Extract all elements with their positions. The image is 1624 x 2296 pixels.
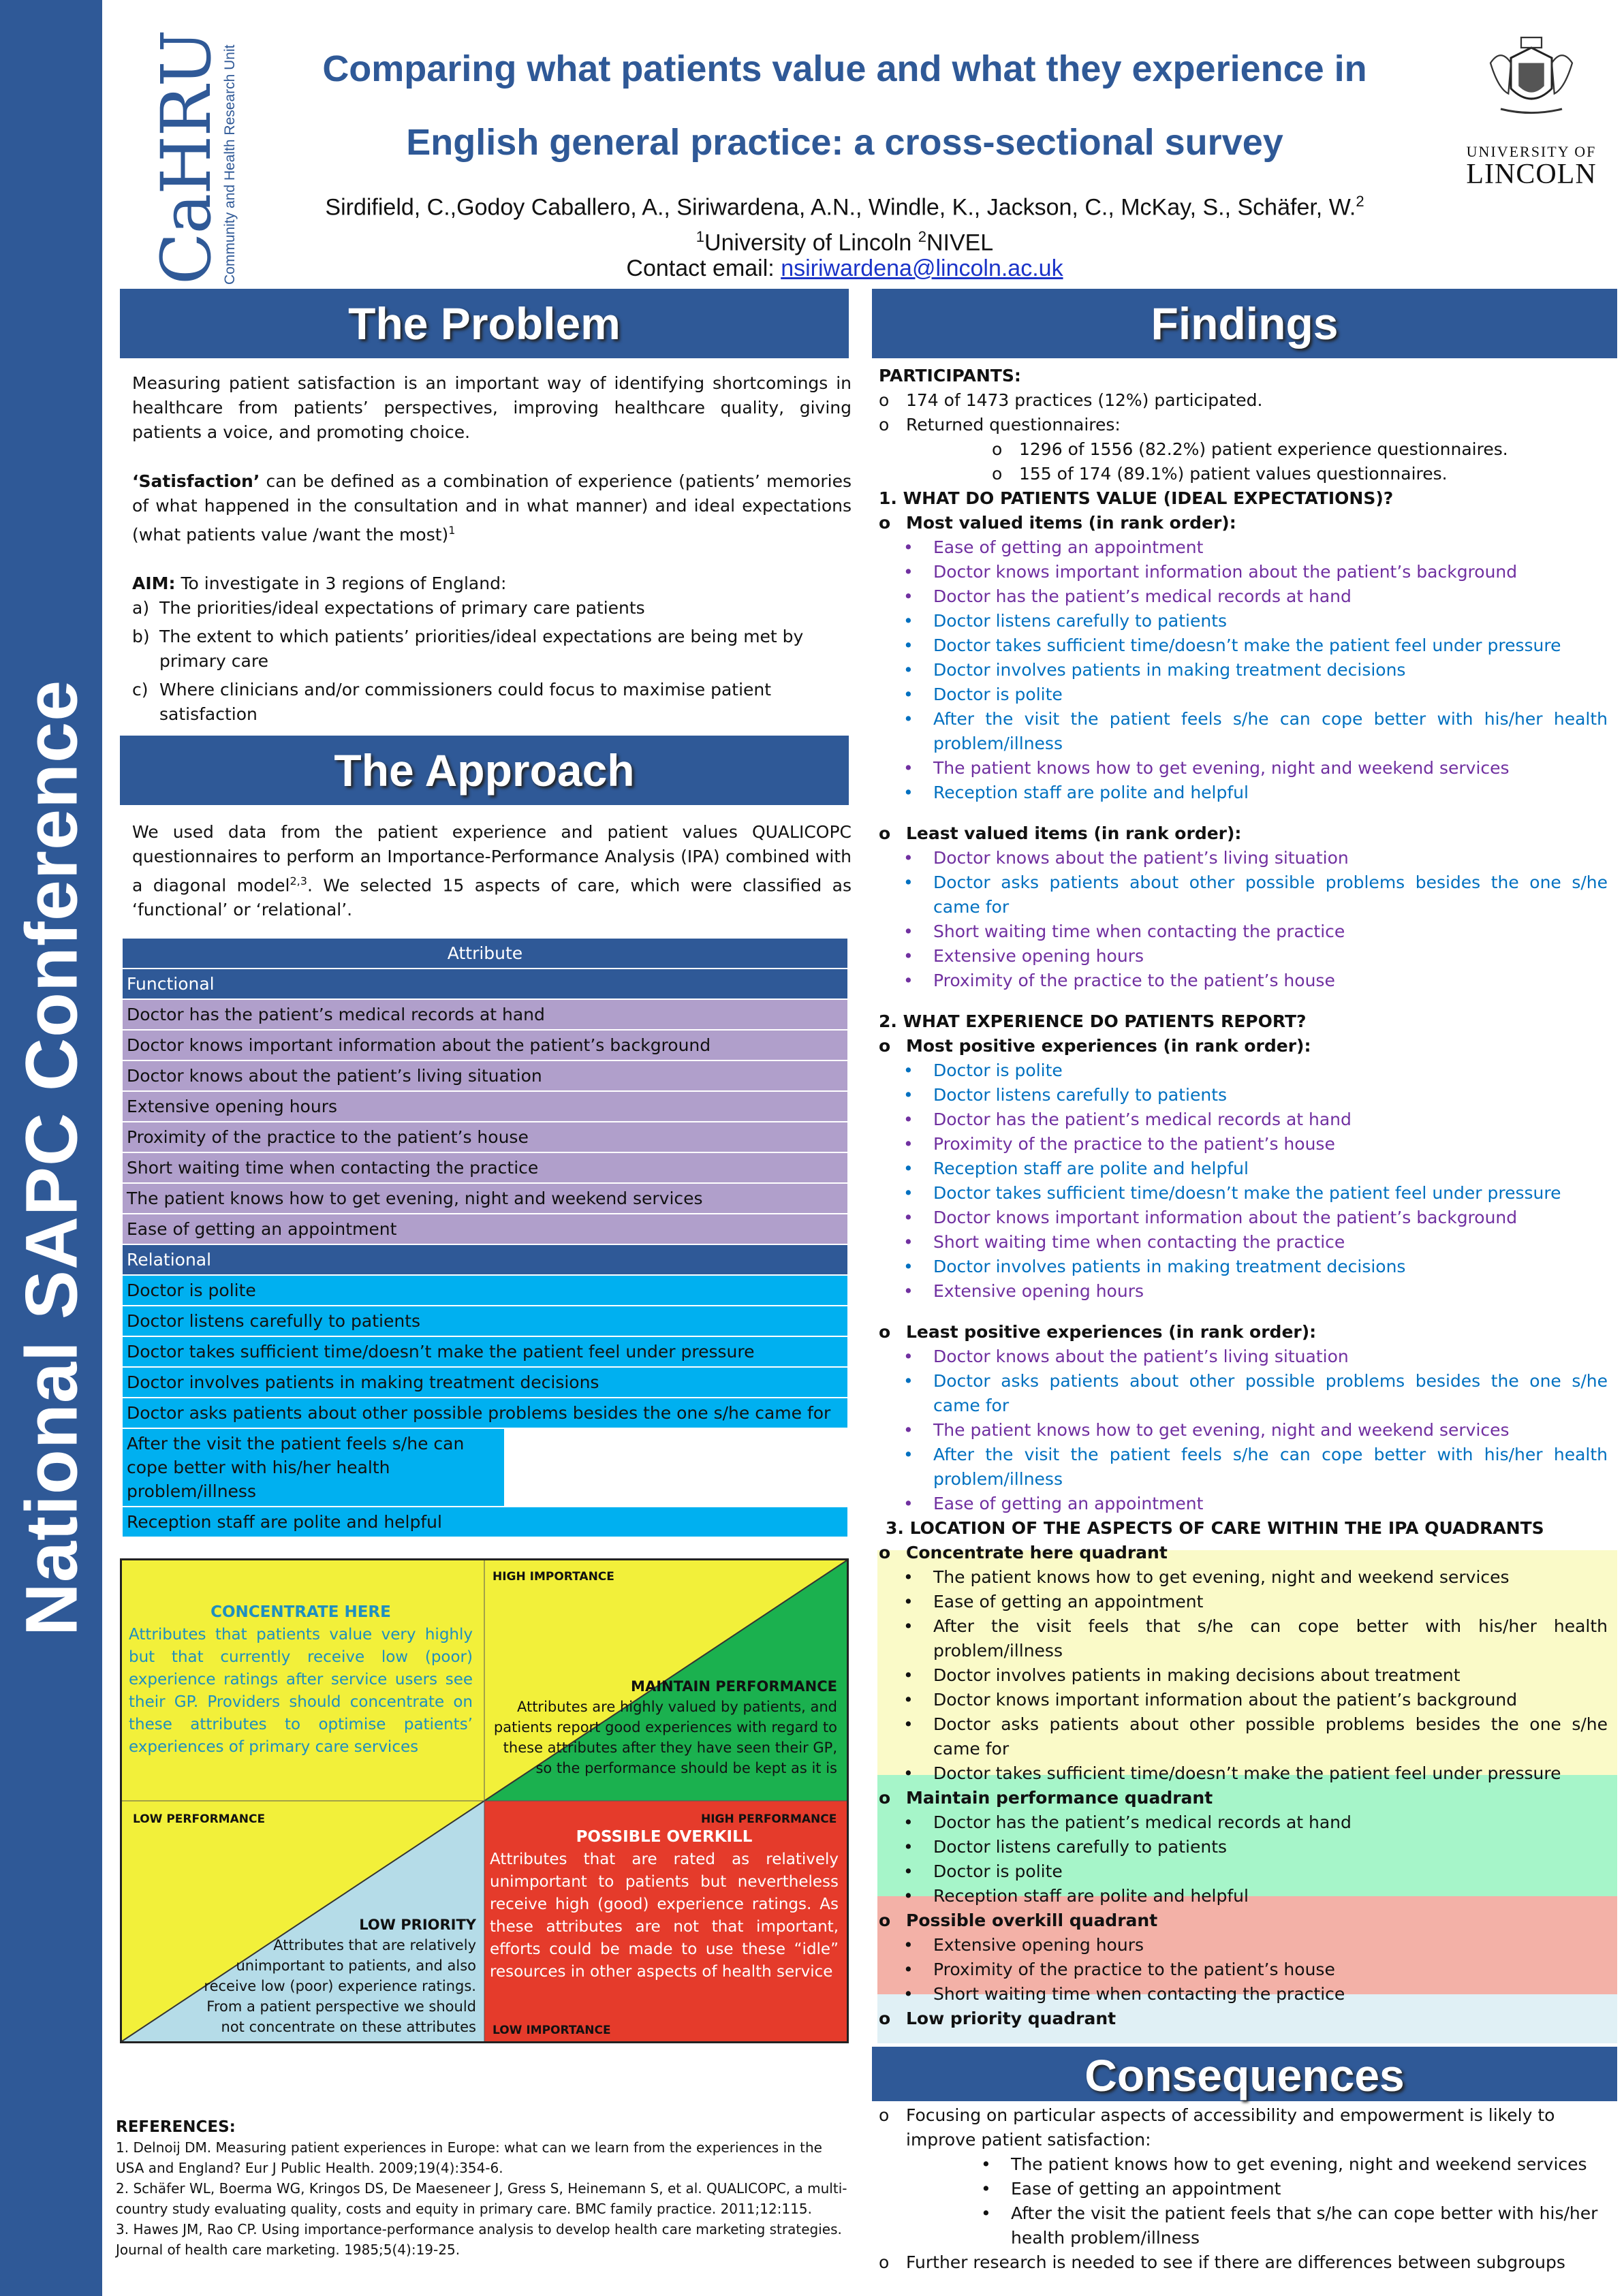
table-row: Proximity of the practice to the patient’s house (123, 1122, 847, 1153)
participants-item: o Returned questionnaires: (879, 413, 1608, 437)
reference-item: 3. Hawes JM, Rao CP. Using importance-performance analysis to develop health care marketing strategies. Journal of health care marketing. 1985;5(4):19-25. (116, 2221, 842, 2258)
bullet-icon: • (903, 971, 914, 990)
quadrant-item-text: Ease of getting an appointment (933, 1592, 1204, 1611)
aim-letter: a) (132, 598, 150, 618)
low-performance-label: LOW PERFORMANCE (133, 1812, 266, 1826)
satisfaction-sup: 1 (448, 524, 456, 537)
bullet-icon: • (903, 1060, 914, 1080)
quadrant-item-text: Proximity of the practice to the patient’s house (933, 1960, 1335, 1979)
list-item-text: Doctor knows important information about the patient’s background (933, 1208, 1518, 1227)
list-item-text: Extensive opening hours (933, 1281, 1144, 1301)
list-item-text: Doctor takes sufficient time/doesn’t make the patient feel under pressure (933, 1183, 1561, 1203)
quadrant-item-text: Doctor involves patients in making decisions about treatment (933, 1665, 1461, 1685)
authors-text: Sirdifield, C.,Godoy Caballero, A., Siriwardena, A.N., Windle, K., Jackson, C., McKay, S., Schäfer, W. (325, 194, 1356, 221)
concentrate-here-box (129, 1601, 473, 1759)
aim-text: To investigate in 3 regions of England: (175, 573, 507, 594)
bullet-icon: • (903, 1371, 914, 1391)
table-row: Doctor knows important information about the patient’s background (123, 1031, 847, 1061)
least-valued-list (879, 846, 1608, 993)
quadrant-item-text: Doctor takes sufficient time/doesn’t make the patient feel under pressure (933, 1763, 1561, 1783)
list-item (879, 658, 1608, 682)
list-item (879, 1107, 1608, 1132)
overkill-text: Attributes that are rated as relatively unimportant to patients but nevertheless receive high (good) experience ratings. As these attributes are not that important, efforts could be made to use these “idle” resources in other aspects of health service (490, 1851, 839, 1981)
bullet-icon: • (903, 758, 914, 778)
concentrate-title: CONCENTRATE HERE (210, 1603, 391, 1621)
table-row: Doctor listens carefully to patients (123, 1306, 847, 1337)
participants-item: o 174 of 1473 practices (12%) participated. (879, 388, 1608, 413)
references (116, 2117, 852, 2260)
quadrant-item-text: Doctor knows important information about the patient’s background (933, 1690, 1518, 1710)
bullet-icon: • (903, 1134, 914, 1154)
list-item-text: Doctor listens carefully to patients (933, 1085, 1228, 1105)
affil-sup-2: 2 (918, 228, 926, 245)
bullet-icon: • (903, 1812, 914, 1832)
list-item (879, 1369, 1608, 1418)
list-item (879, 756, 1608, 781)
list-item (879, 919, 1608, 944)
questionnaire-text: 1296 of 1556 (82.2%) patient experience questionnaires. (1019, 439, 1508, 459)
cahru-logo-subtitle: Community and Health Research Unit (222, 44, 238, 285)
maintain-performance-box (490, 1676, 837, 1778)
list-item-text: Doctor is polite (933, 685, 1063, 704)
participants-label: PARTICIPANTS: (879, 366, 1021, 386)
list-item (879, 846, 1608, 870)
bullet-icon: • (903, 635, 914, 655)
bullet-icon: • (903, 1665, 914, 1685)
approach-paragraph (132, 820, 852, 922)
title-line-2: English general practice: a cross-sectional survey (406, 122, 1283, 163)
most-valued-list (879, 535, 1608, 805)
quadrant-item (879, 1933, 1608, 1957)
bullet-icon: • (903, 1494, 914, 1513)
least-positive-list (879, 1344, 1608, 1516)
aim-line (132, 571, 852, 596)
list-item (879, 1443, 1608, 1492)
bullet-icon: • (903, 946, 914, 966)
bullet-icon: • (903, 1445, 914, 1464)
aim-letter: c) (132, 680, 149, 700)
bullet-icon: • (903, 685, 914, 704)
maintain-text: Attributes are highly valued by patients, and patients report good experiences with regard to these attributes after they have seen their GP, so the performance should be kept as it is (493, 1699, 837, 1776)
approach-text-rest: . We selected 15 aspects of care, which were classified as ‘functional’ or ‘relational’. (132, 875, 852, 920)
bullet-icon: • (903, 1159, 914, 1178)
consequence-bullet-text: The patient knows how to get evening, night and weekend services (1011, 2154, 1587, 2174)
list-item (879, 535, 1608, 560)
aim-item (132, 596, 852, 620)
aim-item-text: The extent to which patients’ priorities/ideal expectations are being met by primary care (159, 627, 804, 672)
ipa-quadrant-diagram (120, 1558, 849, 2043)
functional-label: Functional (123, 969, 847, 1000)
consequence-item: o Focusing on particular aspects of accessibility and empowerment is likely to improve patient satisfaction: (879, 2103, 1608, 2152)
low-importance-label: LOW IMPORTANCE (493, 2024, 611, 2037)
bullet-icon: • (903, 1714, 914, 1734)
bullet-icon: • (903, 1085, 914, 1105)
list-item-text: The patient knows how to get evening, night and weekend services (933, 758, 1510, 778)
bullet-icon: • (903, 1110, 914, 1129)
problem-heading: The Problem (120, 289, 849, 358)
aim-item (132, 625, 852, 674)
consequences-heading: Consequences (872, 2047, 1617, 2101)
bullet-icon: • (903, 1763, 914, 1783)
contact (245, 255, 1444, 282)
bullet-icon: • (903, 1208, 914, 1227)
least-valued-label-text: Least valued items (in rank order): (906, 823, 1242, 843)
quadrant-item-text: Doctor is polite (933, 1861, 1063, 1881)
section-1-heading: 1. WHAT DO PATIENTS VALUE (IDEAL EXPECTATIONS)? (879, 488, 1394, 508)
consequence-item: o Further research is needed to see if there are differences between subgroups (879, 2250, 1608, 2275)
table-row: Doctor takes sufficient time/doesn’t make the patient feel under pressure (123, 1337, 847, 1368)
quadrant-item-text: Doctor has the patient’s medical records at hand (933, 1812, 1352, 1832)
bullet-icon: • (903, 872, 914, 892)
most-positive-label-text: Most positive experiences (in rank order): (906, 1036, 1311, 1056)
possible-overkill-box (490, 1826, 839, 1983)
high-performance-label: HIGH PERFORMANCE (701, 1812, 837, 1826)
most-positive-list (879, 1058, 1608, 1304)
bullet-icon: • (903, 611, 914, 631)
list-item (879, 1083, 1608, 1107)
list-item (879, 682, 1608, 707)
list-item-text: Short waiting time when contacting the practice (933, 922, 1345, 941)
list-item (879, 584, 1608, 609)
quadrant-label-text: Concentrate here quadrant (906, 1543, 1168, 1562)
problem-section (132, 371, 852, 727)
list-item (879, 707, 1608, 756)
university-crest-icon (1450, 27, 1613, 150)
list-item-text: Doctor asks patients about other possible problems besides the one s/he came for (933, 872, 1608, 917)
low-priority-title: LOW PRIORITY (359, 1917, 476, 1933)
quadrant-item-text: Reception staff are polite and helpful (933, 1886, 1249, 1906)
bullet-icon: • (903, 1420, 914, 1440)
conference-strip (0, 0, 102, 2296)
list-item-text: Doctor asks patients about other possible problems besides the one s/he came for (933, 1371, 1608, 1415)
satisfaction-definition: can be defined as a combination of experience (patients’ memories of what happened in the consultation and in what manner) and ideal expectations (what patients value /want the most) (132, 471, 852, 545)
bullet-icon: • (903, 783, 914, 802)
questionnaire-item: o 155 of 174 (89.1%) patient values questionnaires. (879, 462, 1608, 486)
conference-name: National SAPC Conference (10, 679, 93, 1637)
bullet-icon: • (903, 848, 914, 868)
bullet-icon: • (903, 1232, 914, 1252)
approach-heading: The Approach (120, 736, 849, 805)
affil-1: University of Lincoln (704, 230, 918, 256)
aim-item (132, 678, 852, 727)
quadrant-label: o Concentrate here quadrant (879, 1541, 1608, 1565)
list-item-text: Doctor has the patient’s medical records at hand (933, 1110, 1352, 1129)
table-row: Doctor knows about the patient’s living situation (123, 1061, 847, 1092)
overkill-title: POSSIBLE OVERKILL (576, 1828, 753, 1846)
authors (245, 193, 1444, 221)
quadrant-item (879, 1663, 1608, 1688)
low-priority-box (204, 1915, 476, 2037)
contact-label: Contact email: (626, 255, 781, 281)
list-item-text: Doctor knows about the patient’s living situation (933, 1347, 1349, 1366)
aim-letter: b) (132, 627, 150, 647)
table-row: Doctor asks patients about other possible problems besides the one s/he came for (123, 1398, 847, 1429)
problem-paragraph-1: Measuring patient satisfaction is an important way of identifying shortcomings in healthcare from patients’ perspectives, improving healthcare quality, giving patients a voice, and promoting choice. (132, 373, 852, 442)
consequence-bullet-text: After the visit the patient feels that s/he can cope better with his/her health problem/illness (1011, 2203, 1598, 2248)
list-item (879, 944, 1608, 969)
quadrant-item (879, 1688, 1608, 1712)
quadrant-label: o Low priority quadrant (879, 2007, 1608, 2031)
high-importance-label: HIGH IMPORTANCE (493, 1570, 614, 1584)
cahru-logo (146, 15, 253, 285)
satisfaction-term: ‘Satisfaction’ (132, 471, 260, 491)
section-3-heading: 3. LOCATION OF THE ASPECTS OF CARE WITHIN THE IPA QUADRANTS (886, 1518, 1544, 1538)
list-item (879, 1181, 1608, 1206)
quadrant-item (879, 1565, 1608, 1590)
quadrant-item (879, 1614, 1608, 1663)
quadrant-item-text: Doctor asks patients about other possible problems besides the one s/he came for (933, 1714, 1608, 1759)
quadrant-item-text: Extensive opening hours (933, 1935, 1144, 1955)
aim-item-text: The priorities/ideal expectations of primary care patients (159, 598, 645, 618)
affil-2: NIVEL (926, 230, 994, 256)
table-row: Doctor is polite (123, 1276, 847, 1306)
bullet-icon: • (903, 1935, 914, 1955)
list-item (879, 1344, 1608, 1369)
list-item-text: Proximity of the practice to the patient’s house (933, 971, 1335, 990)
list-item-text: Doctor involves patients in making treatment decisions (933, 1257, 1406, 1276)
consequence-text: Focusing on particular aspects of accessibility and empowerment is likely to improve patient satisfaction: (906, 2105, 1555, 2150)
list-item-text: After the visit the patient feels s/he can cope better with his/her health problem/illness (933, 709, 1608, 753)
list-item-text: Ease of getting an appointment (933, 1494, 1204, 1513)
list-item (879, 1230, 1608, 1255)
maintain-title: MAINTAIN PERFORMANCE (631, 1678, 837, 1695)
list-item (879, 633, 1608, 658)
bullet-icon: • (903, 1616, 914, 1636)
bullet-icon: • (903, 1257, 914, 1276)
quadrant-item (879, 1859, 1608, 1884)
list-item-text: Short waiting time when contacting the practice (933, 1232, 1345, 1252)
concentrate-text: Attributes that patients value very highly but that currently receive low (poor) experience ratings after service users see their GP. Providers should concentrate on these attributes to optimise patients’ experiences of primary care services (129, 1626, 473, 1756)
consequence-bullet: • After the visit the patient feels that s/he can cope better with his/her health problem/illness (879, 2201, 1608, 2250)
aim-item-text: Where clinicians and/or commissioners could focus to maximise patient satisfaction (159, 680, 772, 725)
list-item-text: Doctor is polite (933, 1060, 1063, 1080)
low-priority-text: Attributes that are relatively unimportant to patients, and also receive low (poor) experience ratings. From a patient perspective we should not concentrate on these attributes (204, 1937, 476, 2035)
university-name-line1: UNIVERSITY OF (1466, 143, 1597, 160)
list-item-text: Extensive opening hours (933, 946, 1144, 966)
quadrant-item (879, 1835, 1608, 1859)
practices-text: 174 of 1473 practices (12%) participated. (906, 390, 1263, 410)
bullet-icon: • (903, 1592, 914, 1611)
bullet-icon: • (903, 1183, 914, 1203)
table-row: Short waiting time when contacting the practice (123, 1153, 847, 1184)
questionnaire-item: o 1296 of 1556 (82.2%) patient experience questionnaires. (879, 437, 1608, 462)
bullet-icon: • (903, 1984, 914, 2004)
list-item (879, 1492, 1608, 1516)
list-item-text: Doctor involves patients in making treatment decisions (933, 660, 1406, 680)
consequence-bullet: • The patient knows how to get evening, night and weekend services (879, 2152, 1608, 2177)
problem-paragraph-2 (132, 469, 852, 547)
quadrant-item (879, 1712, 1608, 1761)
consequence-bullet: • Ease of getting an appointment (879, 2177, 1608, 2201)
quadrant-lists (879, 1541, 1608, 2031)
table-row: Doctor involves patients in making treatment decisions (123, 1368, 847, 1398)
list-item (879, 560, 1608, 584)
findings-heading: Findings (872, 289, 1617, 358)
quadrant-item-text: Short waiting time when contacting the practice (933, 1984, 1345, 2004)
bullet-icon: • (903, 586, 914, 606)
attribute-table-header: Attribute (123, 939, 847, 969)
most-positive-label: o Most positive experiences (in rank order): (879, 1034, 1608, 1058)
cahru-logo-text: CaHRU (146, 31, 226, 285)
list-item (879, 781, 1608, 805)
list-item (879, 1255, 1608, 1279)
list-item (879, 1157, 1608, 1181)
least-valued-label: o Least valued items (in rank order): (879, 821, 1608, 846)
bullet-icon: • (903, 562, 914, 582)
quadrant-label-text: Possible overkill quadrant (906, 1910, 1158, 1930)
relational-label: Relational (123, 1245, 847, 1276)
bullet-icon: • (903, 709, 914, 729)
bullet-icon: • (903, 1960, 914, 1979)
table-row: Reception staff are polite and helpful (123, 1507, 847, 1538)
quadrant-item (879, 1957, 1608, 1982)
most-valued-label-text: Most valued items (in rank order): (906, 513, 1236, 533)
affiliations (245, 228, 1444, 256)
list-item-text: Doctor knows important information about the patient’s background (933, 562, 1518, 582)
consequences-section (879, 2103, 1608, 2275)
table-row: Extensive opening hours (123, 1092, 847, 1122)
quadrant-item (879, 1590, 1608, 1614)
reference-item: 1. Delnoij DM. Measuring patient experiences in Europe: what can we learn from the experiences in the USA and England? Eur J Public Health. 2009;19(4):354-6. (116, 2139, 822, 2176)
list-item-text: Doctor takes sufficient time/doesn’t make the patient feel under pressure (933, 635, 1561, 655)
bullet-icon: • (903, 1690, 914, 1710)
table-row: The patient knows how to get evening, night and weekend services (123, 1184, 847, 1214)
quadrant-item (879, 1884, 1608, 1908)
most-valued-label: o Most valued items (in rank order): (879, 511, 1608, 535)
list-item-text: Proximity of the practice to the patient’s house (933, 1134, 1335, 1154)
title-line-1: Comparing what patients value and what they experience in (322, 48, 1367, 89)
consequence-text: Further research is needed to see if there are differences between subgroups (906, 2252, 1565, 2272)
bullet-icon: • (903, 1347, 914, 1366)
contact-email-link[interactable]: nsiriwardena@lincoln.ac.uk (781, 255, 1063, 281)
questionnaire-text: 155 of 174 (89.1%) patient values questionnaires. (1019, 464, 1448, 484)
aim-label: AIM: (132, 573, 176, 594)
bullet-icon: • (903, 660, 914, 680)
quadrant-item-text: The patient knows how to get evening, night and weekend services (933, 1567, 1510, 1587)
list-item (879, 1132, 1608, 1157)
bullet-icon: • (903, 1837, 914, 1857)
list-item (879, 969, 1608, 993)
list-item-text: After the visit the patient feels s/he can cope better with his/her health problem/illness (933, 1445, 1608, 1489)
list-item-text: Reception staff are polite and helpful (933, 1159, 1249, 1178)
table-row: Ease of getting an appointment (123, 1214, 847, 1245)
list-item-text: Doctor knows about the patient’s living situation (933, 848, 1349, 868)
approach-text: We used data from the patient experience and patient values QUALICOPC questionnaires to perform an Importance-Performance Analysis (IPA) combined with a diagonal model (132, 822, 852, 896)
aim-list (132, 596, 852, 727)
returned-text: Returned questionnaires: (906, 415, 1121, 435)
quadrant-item-text: Doctor listens carefully to patients (933, 1837, 1228, 1857)
quadrant-label-text: Maintain performance quadrant (906, 1788, 1213, 1808)
bullet-icon: • (903, 1886, 914, 1906)
consequence-bullet-text: Ease of getting an appointment (1011, 2179, 1281, 2199)
quadrant-item (879, 1810, 1608, 1835)
bullet-icon: • (903, 537, 914, 557)
attribute-table (123, 939, 847, 1538)
list-item-text: Doctor has the patient’s medical records at hand (933, 586, 1352, 606)
university-name-line2: LINCOLN (1466, 159, 1597, 190)
quadrant-label: o Maintain performance quadrant (879, 1786, 1608, 1810)
list-item-text: Ease of getting an appointment (933, 537, 1204, 557)
authors-sup: 2 (1356, 193, 1364, 210)
list-item (879, 1058, 1608, 1083)
affil-sup-1: 1 (696, 228, 705, 245)
list-item (879, 870, 1608, 919)
quadrant-item (879, 1761, 1608, 1786)
bullet-icon: • (903, 922, 914, 941)
references-heading: REFERENCES: (116, 2118, 236, 2136)
quadrant-label: o Possible overkill quadrant (879, 1908, 1608, 1933)
list-item-text: Reception staff are polite and helpful (933, 783, 1249, 802)
findings-section (879, 364, 1608, 2031)
list-item (879, 1418, 1608, 1443)
quadrant-label-text: Low priority quadrant (906, 2009, 1116, 2028)
table-row: After the visit the patient feels s/he can cope better with his/her health problem/illness (123, 1429, 504, 1507)
bullet-icon: • (903, 1861, 914, 1881)
least-positive-label-text: Least positive experiences (in rank order): (906, 1322, 1317, 1342)
list-item-text: The patient knows how to get evening, night and weekend services (933, 1420, 1510, 1440)
list-item-text: Doctor listens carefully to patients (933, 611, 1228, 631)
list-item (879, 609, 1608, 633)
approach-sup: 2,3 (290, 875, 307, 887)
reference-item: 2. Schäfer WL, Boerma WG, Kringos DS, De Maeseneer J, Gress S, Heinemann S, et al. QUALICOPC, a multi-country study evaluating quality, costs and equity in primary care. BMC family practice. 2011;12:115. (116, 2180, 847, 2217)
quadrant-item-text: After the visit feels that s/he can cope better with his/her health problem/illness (933, 1616, 1608, 1661)
table-row: Doctor has the patient’s medical records at hand (123, 1000, 847, 1031)
list-item (879, 1206, 1608, 1230)
bullet-icon: • (903, 1281, 914, 1301)
least-positive-label: o Least positive experiences (in rank order): (879, 1320, 1608, 1344)
list-item (879, 1279, 1608, 1304)
bullet-icon: • (903, 1567, 914, 1587)
quadrant-item (879, 1982, 1608, 2007)
section-2-heading: 2. WHAT EXPERIENCE DO PATIENTS REPORT? (879, 1011, 1307, 1031)
